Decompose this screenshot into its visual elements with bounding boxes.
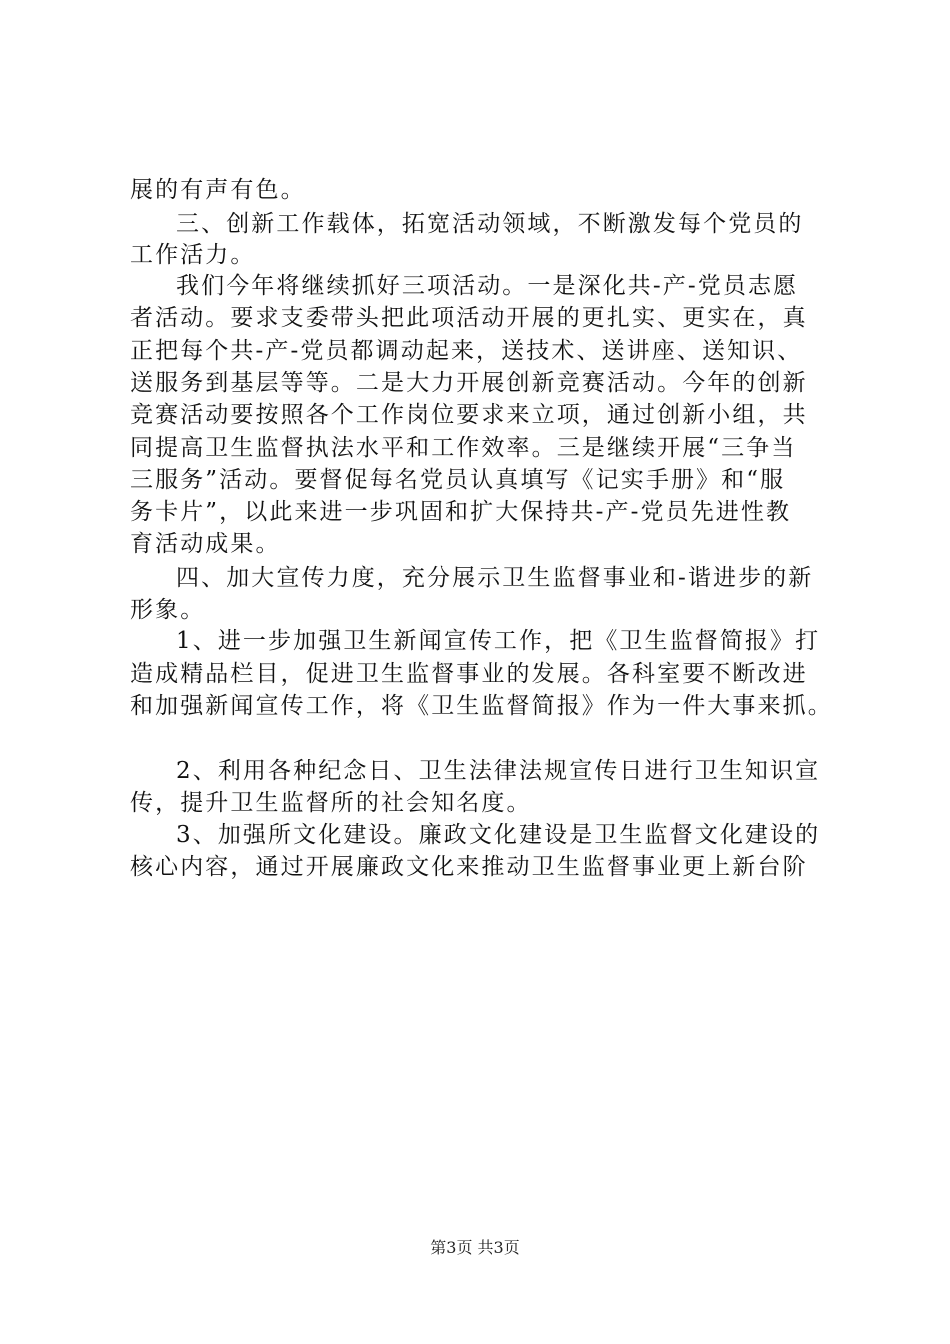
page-number-footer: 第3页 共3页 [430,1238,520,1257]
text-line: 同提高卫生监督执法水平和工作效率。三是继续开展“三争当 [130,435,797,461]
text-line: 造成精品栏目，促进卫生监督事业的发展。各科室要不断改进 [130,661,808,687]
section-heading-3: 三、创新工作载体，拓宽活动领域，不断激发每个党员的 [176,211,804,237]
section-heading-4: 四、加大宣传力度，充分展示卫生监督事业和-谐进步的新 [176,565,814,591]
text-line: 育活动成果。 [130,531,281,557]
paragraph-start: 我们今年将继续抓好三项活动。一是深化共-产-党员志愿 [176,273,799,299]
paragraph-start: 2、利用各种纪念日、卫生法律法规宣传日进行卫生知识宣 [176,758,821,784]
text-line: 和加强新闻宣传工作，将《卫生监督简报》作为一件大事来抓。 [130,693,833,719]
text-line: 形象。 [130,597,206,623]
text-line: 展的有声有色。 [130,177,306,203]
text-line: 竞赛活动要按照各个工作岗位要求来立项，通过创新小组，共 [130,402,808,428]
text-line: 三服务”活动。要督促每名党员认真填写《记实手册》和“服 [130,467,786,493]
text-line: 正把每个共-产-党员都调动起来，送技术、送讲座、送知识、 [130,338,803,364]
text-line: 工作活力。 [130,242,256,268]
text-line: 务卡片”，以此来进一步巩固和扩大保持共-产-党员先进性教 [130,499,792,525]
text-line: 送服务到基层等等。二是大力开展创新竞赛活动。今年的创新 [130,370,808,396]
paragraph-start: 1、进一步加强卫生新闻宣传工作，把《卫生监督简报》打 [176,628,821,654]
text-line: 传，提升卫生监督所的社会知名度。 [130,790,532,816]
text-line: 核心内容，通过开展廉政文化来推动卫生监督事业更上新台阶 [130,854,808,880]
paragraph-start: 3、加强所文化建设。廉政文化建设是卫生监督文化建设的 [176,822,821,848]
text-line: 者活动。要求支委带头把此项活动开展的更扎实、更实在，真 [130,305,808,331]
